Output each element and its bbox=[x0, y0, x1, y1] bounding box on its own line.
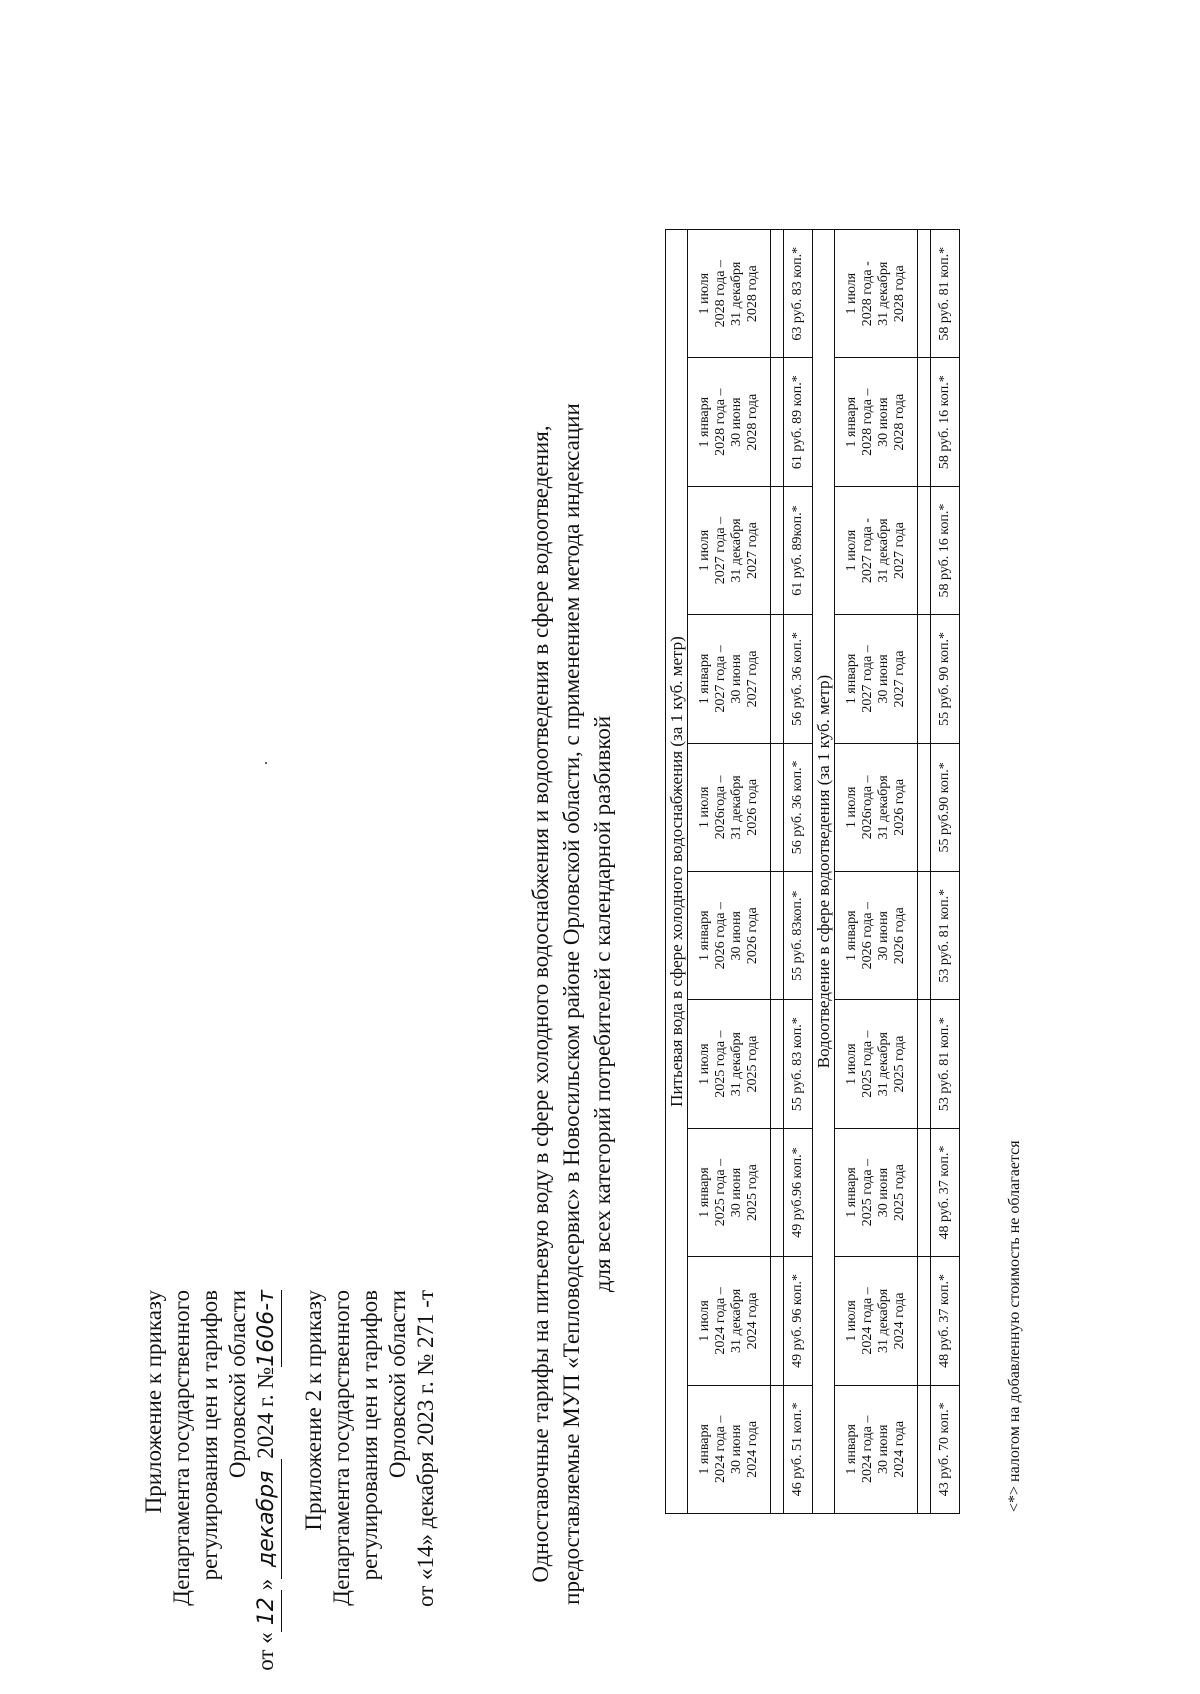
vat-footnote: <*> налогом на добавленную стоимость не облагается bbox=[1006, 1140, 1023, 1512]
sewer-tariff-value: 48 руб. 37 коп.* bbox=[931, 1257, 960, 1385]
tariff-table bbox=[665, 229, 960, 1514]
period-line: 1 июля bbox=[697, 786, 712, 829]
spacer-cell bbox=[771, 358, 784, 486]
spacer-cell bbox=[918, 743, 931, 871]
period-line: 1 июля bbox=[844, 786, 859, 829]
period-line: 2026 года bbox=[892, 778, 907, 836]
period-line: 30 июня bbox=[876, 1424, 891, 1474]
period-line: 2028 года - bbox=[860, 261, 875, 327]
period-line: 1 января bbox=[844, 653, 859, 705]
water-period-cell bbox=[688, 615, 771, 743]
period-line: 31 декабря bbox=[729, 1032, 744, 1097]
water-tariff-value: 49 руб.96 коп.* bbox=[784, 1128, 813, 1256]
period-line: 2028 года – bbox=[713, 388, 728, 456]
water-period-cell bbox=[688, 230, 771, 358]
spacer-cell bbox=[771, 1257, 784, 1385]
period-line: 2027 года bbox=[745, 650, 760, 708]
sewer-tariff-value: 58 руб. 81 коп.* bbox=[931, 230, 960, 358]
period-line: 2026года – bbox=[713, 775, 728, 840]
period-line: 1 января bbox=[697, 396, 712, 448]
sewer-tariff-value: 55 руб.90 коп.* bbox=[931, 743, 960, 871]
period-line: 1 января bbox=[844, 1167, 859, 1218]
period-line: 1 января bbox=[697, 653, 712, 705]
water-tariff-value: 63 руб. 83 коп.* bbox=[784, 230, 813, 358]
period-line: 2027 года bbox=[745, 522, 760, 579]
sewer-period-cell bbox=[835, 872, 918, 1000]
period-line: 2025 года bbox=[745, 1164, 760, 1221]
water-tariff-value: 55 руб. 83 коп.* bbox=[784, 1000, 813, 1128]
title-line: Одноставочные тарифы на питьевую воду в сфере холодного водоснабжения и водоотведения в сфере водоотведения, bbox=[528, 425, 553, 1583]
period-line: 2025 года – bbox=[713, 1030, 728, 1098]
period-line: 2028 года bbox=[892, 393, 907, 451]
water-period-cell bbox=[688, 1385, 771, 1513]
period-line: 2027 года – bbox=[713, 516, 728, 585]
period-line: 2026 года bbox=[745, 907, 760, 965]
sewer-tariff-value: 43 руб. 70 коп.* bbox=[931, 1385, 960, 1513]
period-line: 2025 года – bbox=[860, 1158, 875, 1227]
sewer-period-cell bbox=[835, 230, 918, 358]
sewer-period-cell bbox=[835, 1128, 918, 1256]
spacer-cell bbox=[918, 358, 931, 486]
period-line: 2024 года bbox=[892, 1420, 907, 1478]
sewer-tariff-value: 58 руб. 16 коп.* bbox=[931, 486, 960, 614]
sewer-tariff-value: 53 руб. 81 коп.* bbox=[931, 872, 960, 1000]
period-line: 30 июня bbox=[876, 654, 891, 704]
period-line: 2026года – bbox=[860, 775, 875, 840]
period-line: 31 декабря bbox=[876, 261, 891, 326]
date-year: 2024 г. № bbox=[253, 1366, 278, 1459]
period-line: 1 января bbox=[697, 1167, 712, 1218]
period-line: 1 июля bbox=[844, 1043, 859, 1085]
period-line: 1 июля bbox=[697, 1300, 712, 1342]
water-tariff-value: 56 руб. 36 коп.* bbox=[784, 615, 813, 743]
period-line: 30 июня bbox=[729, 654, 744, 704]
appendix-line: регулирования цен и тарифов bbox=[197, 1290, 222, 1581]
period-line: 31 декабря bbox=[729, 1288, 744, 1354]
spacer-cell bbox=[771, 486, 784, 614]
water-tariff-value: 56 руб. 36 коп.* bbox=[784, 743, 813, 871]
spacer-cell bbox=[918, 615, 931, 743]
title-line: предоставляемые МУП «Тепловодсервис» в Новосильском районе Орловской области, с применением метода индексации bbox=[559, 403, 584, 1605]
appendix-line: Департамента государственного bbox=[169, 1290, 194, 1606]
period-line: 2024 года bbox=[745, 1420, 760, 1478]
scan-speck bbox=[265, 762, 267, 764]
spacer-cell bbox=[918, 1257, 931, 1385]
period-line: 2024 года – bbox=[860, 1415, 875, 1483]
water-period-cell bbox=[688, 1128, 771, 1256]
period-line: 2025 года bbox=[892, 1035, 907, 1093]
period-line: 2025 года – bbox=[860, 1030, 875, 1098]
period-line: 31 декабря bbox=[876, 775, 891, 840]
water-tariff-value: 46 руб. 51 коп.* bbox=[784, 1385, 813, 1513]
sewer-period-cell bbox=[835, 1000, 918, 1128]
period-line: 2025 года bbox=[892, 1164, 907, 1221]
period-line: 2024 года bbox=[745, 1292, 760, 1350]
period-line: 31 декабря bbox=[876, 1288, 891, 1354]
appendix-line: Приложение к приказу bbox=[141, 1290, 166, 1514]
appendix-header-previous bbox=[300, 1290, 440, 1607]
spacer-cell bbox=[918, 1385, 931, 1513]
period-line: 2024 года – bbox=[860, 1287, 875, 1355]
period-line: 2028 года bbox=[745, 393, 760, 451]
period-line: 2027 года - bbox=[860, 518, 875, 584]
spacer-cell bbox=[771, 1128, 784, 1256]
period-line: 2027 года – bbox=[713, 645, 728, 713]
period-line: 1 января bbox=[844, 910, 859, 961]
water-period-cell bbox=[688, 486, 771, 614]
spacer-cell bbox=[918, 230, 931, 358]
period-line: 30 июня bbox=[729, 911, 744, 961]
period-line: 2027 года bbox=[892, 522, 907, 579]
sewer-tariff-value: 58 руб. 16 коп.* bbox=[931, 358, 960, 486]
period-line: 30 июня bbox=[729, 397, 744, 447]
water-period-cell bbox=[688, 743, 771, 871]
period-line: 2024 года bbox=[892, 1292, 907, 1350]
period-line: 2027 года bbox=[892, 650, 907, 708]
period-line: 1 января bbox=[697, 1424, 712, 1475]
appendix-header-current bbox=[140, 1290, 282, 1671]
spacer-cell bbox=[918, 1000, 931, 1128]
appendix-line: от «14» декабря 2023 г. № 271 -т bbox=[413, 1290, 438, 1607]
sewer-tariff-value: 55 руб. 90 коп.* bbox=[931, 615, 960, 743]
period-line: 30 июня bbox=[876, 911, 891, 961]
period-line: 1 июля bbox=[844, 1300, 859, 1342]
period-line: 1 июля bbox=[697, 529, 712, 572]
period-line: 30 июня bbox=[876, 1167, 891, 1218]
sewer-section-heading: Водоотведение в сфере водоотведения (за 1 куб. метр) bbox=[813, 230, 835, 1514]
date-mid: » bbox=[253, 1578, 278, 1591]
appendix-line: Орловской области bbox=[225, 1290, 250, 1479]
appendix-date-line bbox=[252, 1290, 282, 1671]
spacer-cell bbox=[918, 1128, 931, 1256]
period-line: 30 июня bbox=[729, 1424, 744, 1474]
spacer-cell bbox=[771, 1000, 784, 1128]
date-prefix: от « bbox=[253, 1632, 278, 1671]
period-line: 2026 года bbox=[892, 907, 907, 965]
period-line: 1 января bbox=[844, 1424, 859, 1475]
period-line: 2028 года – bbox=[713, 260, 728, 328]
period-line: 31 декабря bbox=[876, 518, 891, 583]
sewer-period-cell bbox=[835, 486, 918, 614]
period-line: 1 июля bbox=[697, 272, 712, 315]
period-line: 2024 года – bbox=[713, 1287, 728, 1355]
water-period-cell bbox=[688, 872, 771, 1000]
water-tariff-value: 61 руб. 89 коп.* bbox=[784, 358, 813, 486]
period-line: 31 декабря bbox=[729, 261, 744, 326]
period-line: 2026 года – bbox=[713, 902, 728, 970]
water-tariff-value: 61 руб. 89коп.* bbox=[784, 486, 813, 614]
spacer-cell bbox=[771, 230, 784, 358]
spacer-cell bbox=[771, 1385, 784, 1513]
document-title bbox=[525, 314, 618, 1694]
period-line: 30 июня bbox=[729, 1167, 744, 1218]
spacer-cell bbox=[918, 486, 931, 614]
water-section-heading: Питьевая вода в сфере холодного водоснабжения (за 1 куб. метр) bbox=[666, 230, 688, 1514]
spacer-cell bbox=[918, 872, 931, 1000]
sewer-period-cell bbox=[835, 743, 918, 871]
period-line: 2025 года bbox=[745, 1035, 760, 1093]
sewer-period-cell bbox=[835, 1257, 918, 1385]
spacer-cell bbox=[771, 872, 784, 1000]
spacer-cell bbox=[771, 615, 784, 743]
period-line: 2027 года – bbox=[860, 645, 875, 713]
sewer-tariff-value: 53 руб. 81 коп.* bbox=[931, 1000, 960, 1128]
period-line: 2026 года bbox=[745, 778, 760, 836]
period-line: 2026 года – bbox=[860, 902, 875, 970]
period-line: 1 июля bbox=[844, 272, 859, 315]
title-line: для всех категорий потребителей с календарной разбивкой bbox=[590, 715, 615, 1293]
sewer-period-cell bbox=[835, 1385, 918, 1513]
handwritten-order-number: 1606-т bbox=[253, 1290, 282, 1367]
handwritten-day: 12 bbox=[253, 1590, 282, 1632]
water-tariff-value: 55 руб. 83коп.* bbox=[784, 872, 813, 1000]
period-line: 2028 года – bbox=[860, 388, 875, 456]
period-line: 2028 года bbox=[745, 265, 760, 323]
spacer-cell bbox=[771, 743, 784, 871]
water-period-cell bbox=[688, 1257, 771, 1385]
period-line: 1 января bbox=[844, 396, 859, 448]
period-line: 31 декабря bbox=[876, 1032, 891, 1097]
period-line: 31 декабря bbox=[729, 518, 744, 583]
sewer-period-cell bbox=[835, 615, 918, 743]
period-line: 1 января bbox=[697, 910, 712, 961]
water-period-cell bbox=[688, 358, 771, 486]
period-line: 1 июля bbox=[697, 1043, 712, 1085]
period-line: 1 июля bbox=[844, 529, 859, 572]
sewer-period-cell bbox=[835, 358, 918, 486]
water-period-cell bbox=[688, 1000, 771, 1128]
handwritten-month: декабря bbox=[253, 1459, 282, 1579]
period-line: 2024 года – bbox=[713, 1415, 728, 1483]
appendix-line: Приложение 2 к приказу bbox=[301, 1290, 326, 1531]
period-line: 30 июня bbox=[876, 397, 891, 447]
period-line: 2025 года – bbox=[713, 1158, 728, 1227]
sewer-tariff-value: 48 руб. 37 коп.* bbox=[931, 1128, 960, 1256]
period-line: 2028 года bbox=[892, 265, 907, 323]
water-tariff-value: 49 руб. 96 коп.* bbox=[784, 1257, 813, 1385]
period-line: 31 декабря bbox=[729, 775, 744, 840]
appendix-line: регулирования цен и тарифов bbox=[357, 1290, 382, 1581]
appendix-line: Департамента государственного bbox=[329, 1290, 354, 1606]
appendix-line: Орловской области bbox=[385, 1290, 410, 1479]
